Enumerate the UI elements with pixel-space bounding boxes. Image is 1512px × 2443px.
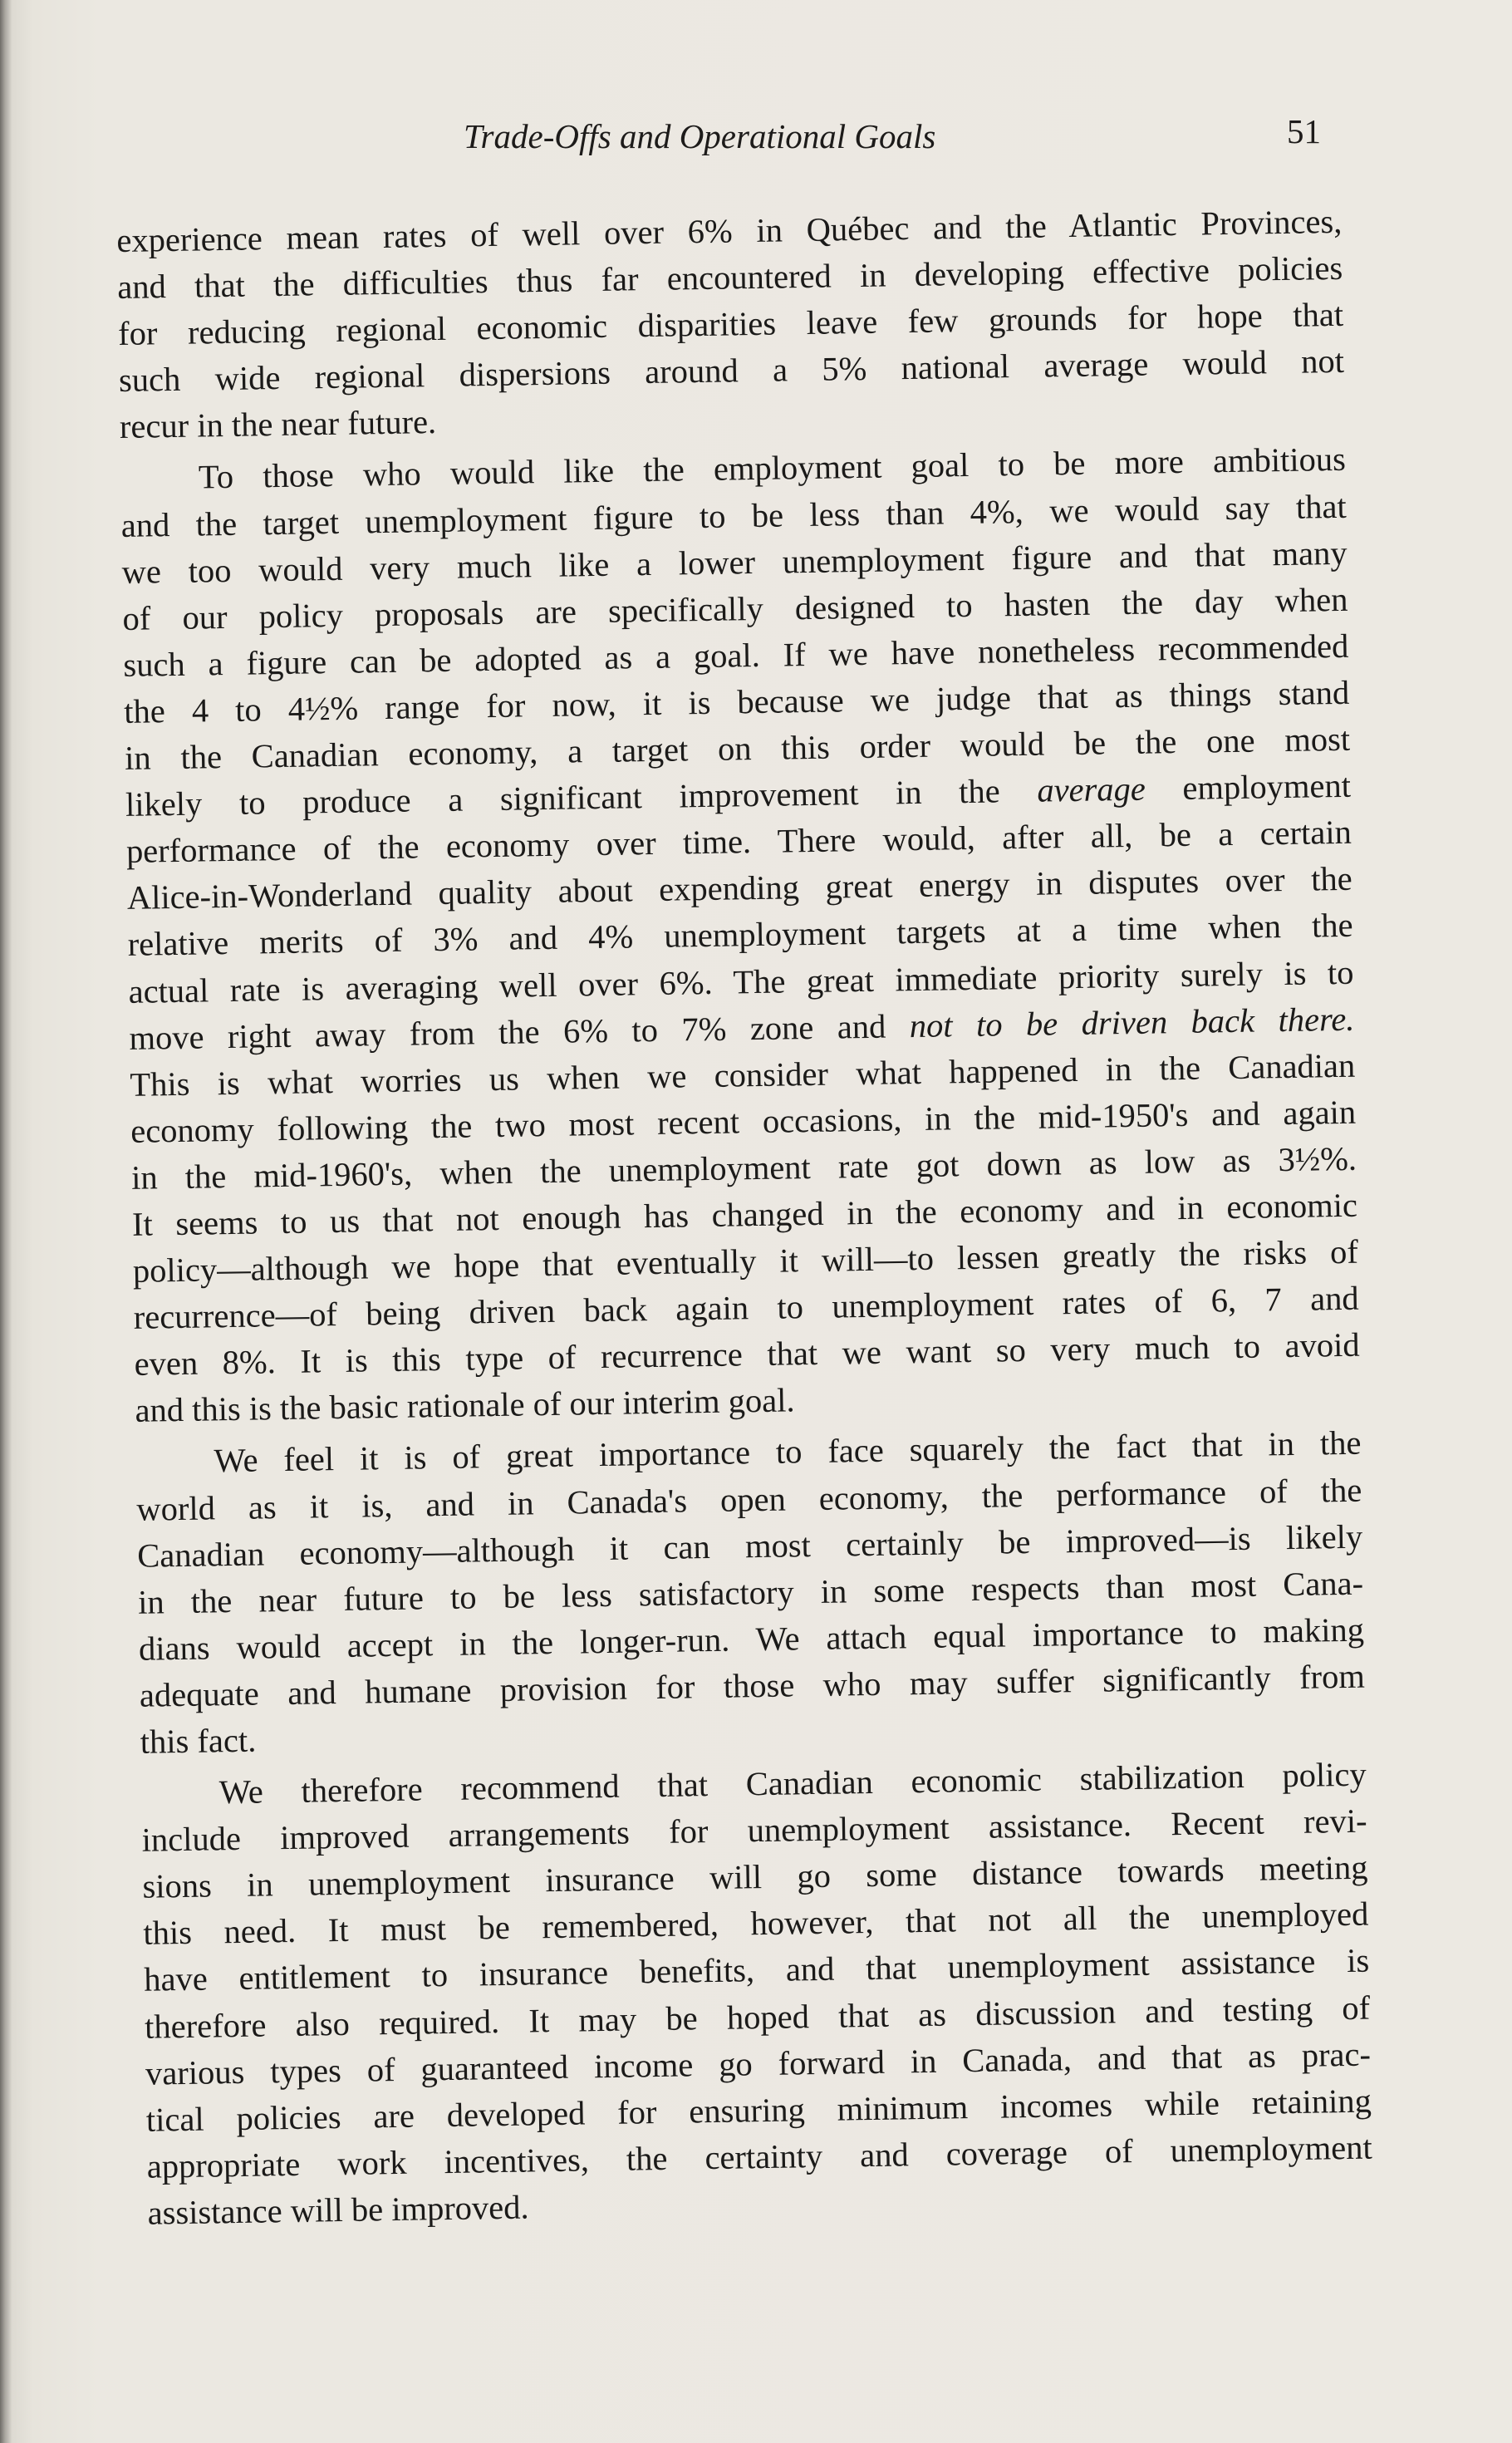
text-line: world as it is, and in Canada's open economy, the performance of the [136, 1471, 1362, 1528]
text-line: This is what worries us when we consider what happened in the Canadian [130, 1046, 1356, 1104]
paragraph-4 [140, 1752, 1373, 2237]
text-line: sions in unemployment insurance will go some distance towards meeting [142, 1848, 1368, 1906]
page-number: 51 [1287, 112, 1321, 150]
text-line: we too would very much like a lower unemployment figure and that many [121, 533, 1348, 591]
text-line: adequate and humane provision for those who may suffer significantly from [139, 1657, 1366, 1714]
text-segment: likely to produce a significant improvement in the [125, 771, 1038, 824]
text-line: performance of the economy over time. There would, after all, be a certain [125, 813, 1352, 871]
text-line: economy following the two most recent occasions, in the mid-1950's and again [130, 1093, 1357, 1150]
italic-average: average [1037, 769, 1146, 809]
text-line: such a figure can be adopted as a goal. If we have nonetheless recommended [123, 627, 1349, 684]
text-line: include improved arrangements for unemployment assistance. Recent revi- [141, 1802, 1367, 1859]
text-line: It seems to us that not enough has changed in the economy and in economic [131, 1186, 1358, 1243]
text-line: in the Canadian economy, a target on this order would be the one most [124, 720, 1351, 777]
paragraph-3 [135, 1420, 1366, 1766]
text-segment: employment [1145, 766, 1352, 808]
text-line: this fact. [140, 1721, 257, 1761]
text-line: even 8%. It is this type of recurrence that we want so very much to avoid [134, 1325, 1360, 1384]
text-line: experience mean rates of well over 6% in Québec and the Atlantic Provinces, [116, 202, 1343, 259]
text-line: various types of guaranteed income go forward in Canada, and that as prac- [145, 2035, 1372, 2092]
text-line: and the target unemployment figure to be less than 4%, we would say that [120, 487, 1347, 544]
text-line: We therefore recommend that Canadian economic stabilization policy [218, 1755, 1367, 1811]
text-line: Canadian economy—although it can most certainly be improved—is likely [136, 1517, 1363, 1575]
text-line: in the mid-1960's, when the unemployment rate got down as low as 3½%. [130, 1139, 1357, 1197]
body-text [116, 199, 1373, 2242]
text-line: and this is the basic rationale of our interim goal. [135, 1381, 795, 1430]
text-line: recur in the near future. [119, 403, 437, 446]
text-line: To those who would like the employment goal to be more ambitious [198, 440, 1347, 496]
text-line: of our policy proposals are specifically designed to hasten the day when [122, 580, 1348, 637]
text-line: the 4 to 4½% range for now, it is because we judge that as things stand [123, 673, 1350, 730]
text-line: have entitlement to insurance benefits, and that unemployment assistance is [143, 1942, 1370, 1999]
text-line: recurrence—of being driven back again to unemployment rates of 6, 7 and [133, 1279, 1359, 1336]
text-line: appropriate work incentives, the certainty and coverage of unemployment [146, 2128, 1373, 2185]
page-header [116, 106, 1321, 165]
text-line: We feel it is of great importance to face squarely the fact that in the [214, 1424, 1362, 1480]
text-line: such wide regional dispersions around a 5% national average would not [118, 342, 1345, 400]
book-spine-shadow [0, 0, 12, 2443]
text-line: assistance will be improved. [147, 2188, 529, 2232]
paragraph-1 [116, 199, 1345, 451]
italic-driven-back: not to be driven back there. [909, 1000, 1355, 1045]
running-title: Trade-Offs and Operational Goals [464, 117, 936, 155]
text-line: dians would accept in the longer-run. We attach equal importance to making [138, 1610, 1365, 1668]
text-line: Alice-in-Wonderland quality about expending great energy in disputes over the [126, 860, 1353, 917]
text-line: in the near future to be less satisfactory in some respects than most Cana- [137, 1564, 1364, 1621]
text-line: relative merits of 3% and 4% unemployment targets at a time when the [127, 907, 1353, 964]
text-line: tical policies are developed for ensuring minimum incomes while retaining [145, 2082, 1372, 2139]
text-line: and that the difficulties thus far encountered in developing effective policies [116, 248, 1343, 307]
text-line: for reducing regional economic disparities leave few grounds for hope that [117, 296, 1344, 353]
text-line: policy—although we hope that eventually it will—to lessen greatly the risks of [132, 1232, 1359, 1290]
paragraph-2 [120, 436, 1360, 1434]
text-segment: move right away from the 6% to 7% zone and [129, 1006, 911, 1057]
text-line: this need. It must be remembered, however, that not all the unemployed [143, 1895, 1369, 1953]
text-line: therefore also required. It may be hoped that as discussion and testing of [144, 1988, 1371, 2046]
text-line: actual rate is averaging well over 6%. The great immediate priority surely is to [128, 953, 1354, 1010]
